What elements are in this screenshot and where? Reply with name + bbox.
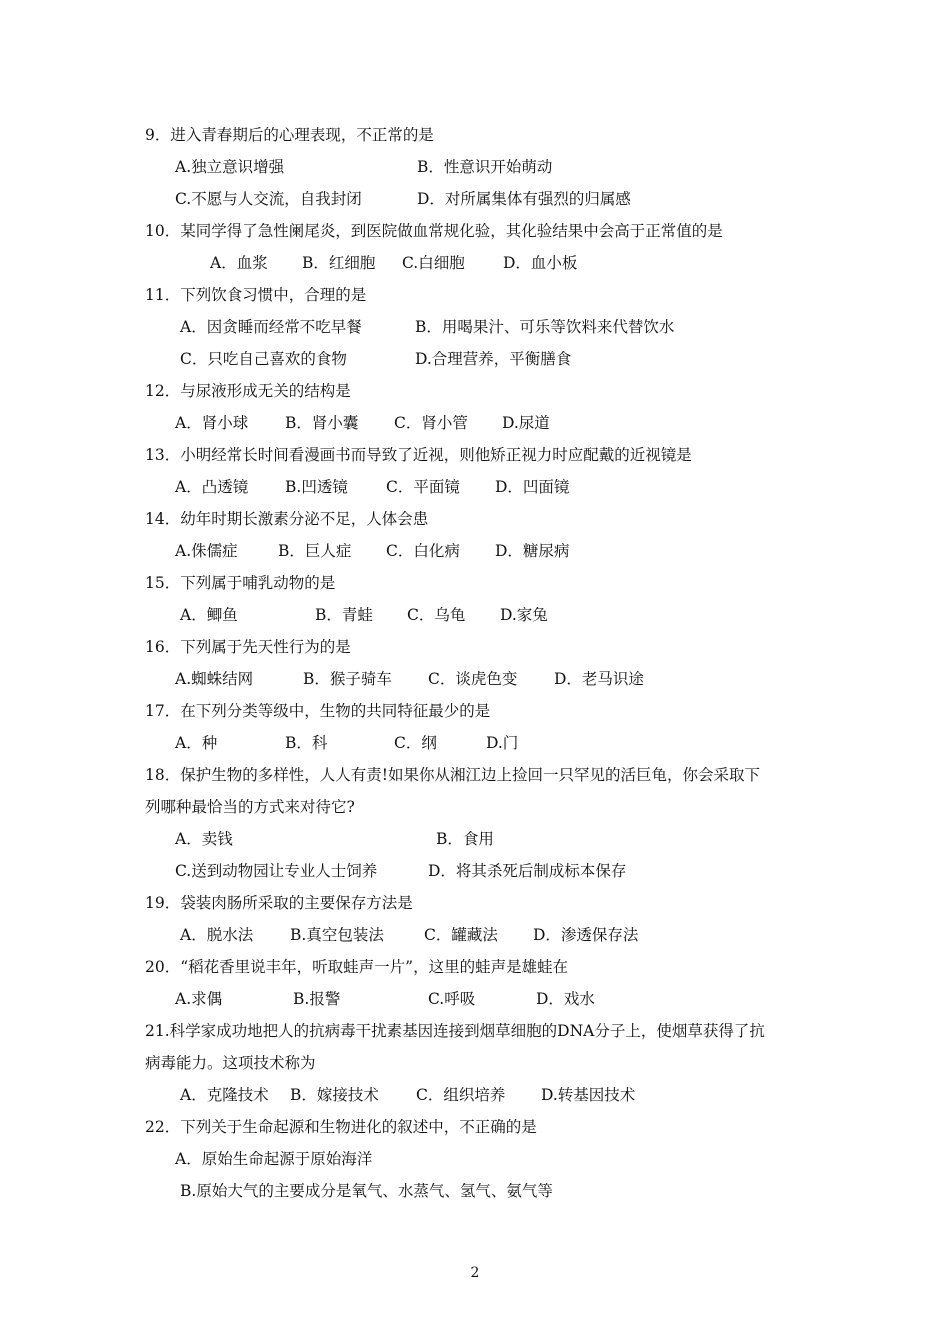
- option: A．克隆技术: [180, 1086, 269, 1104]
- option: A．因贪睡而经常不吃早餐: [180, 318, 362, 336]
- option: C．谈虎色变: [428, 670, 518, 688]
- option: C．白化病: [386, 542, 460, 560]
- option: D．将其杀死后制成标本保存: [428, 862, 627, 880]
- question-stem: 17．在下列分类等级中，生物的共同特征最少的是: [145, 702, 491, 720]
- option: C.呼吸: [428, 990, 476, 1008]
- option: A．种: [175, 734, 218, 752]
- option: D．老马识途: [554, 670, 644, 688]
- question-stem-continued: 列哪种最恰当的方式来对待它?: [145, 798, 355, 816]
- option: B．肾小囊: [285, 414, 359, 432]
- option: B．科: [285, 734, 328, 752]
- option: A．肾小球: [175, 414, 249, 432]
- option: C.不愿与人交流，自我封闭: [175, 190, 362, 208]
- option: C．只吃自己喜欢的食物: [180, 350, 347, 368]
- question-stem: 10．某同学得了急性阑尾炎，到医院做血常规化验，其化验结果中会高于正常值的是: [145, 222, 723, 240]
- option: A．血浆: [210, 254, 268, 272]
- option: B．性意识开始萌动: [417, 158, 553, 176]
- option: A．原始生命起源于原始海洋: [175, 1150, 373, 1168]
- question-stem: 13．小明经常长时间看漫画书而导致了近视，则他矫正视力时应配戴的近视镜是: [145, 446, 692, 464]
- option: D．对所属集体有强烈的归属感: [417, 190, 631, 208]
- option: D．戏水: [536, 990, 595, 1008]
- question-stem: 21.科学家成功地把人的抗病毒干扰素基因连接到烟草细胞的DNA分子上，使烟草获得了抗: [145, 1022, 765, 1040]
- option: B．巨人症: [278, 542, 352, 560]
- option: C．组织培养: [416, 1086, 506, 1104]
- option: D.门: [486, 734, 519, 752]
- option: B．红细胞: [302, 254, 376, 272]
- question-stem: 19．袋装肉肠所采取的主要保存方法是: [145, 894, 413, 912]
- option: A.蜘蛛结网: [175, 670, 254, 688]
- page-number: 2: [470, 1265, 480, 1281]
- question-stem: 15．下列属于哺乳动物的是: [145, 574, 336, 592]
- question-stem: 12．与尿液形成无关的结构是: [145, 382, 351, 400]
- option: D.尿道: [502, 414, 550, 432]
- question-stem: 16．下列属于先天性行为的是: [145, 638, 351, 656]
- option: D．糖尿病: [495, 542, 570, 560]
- option: B．食用: [436, 830, 494, 848]
- option: B.凹透镜: [285, 478, 348, 496]
- option: D.转基因技术: [541, 1086, 636, 1104]
- option: D．渗透保存法: [533, 926, 639, 944]
- option: C.白细胞: [402, 254, 465, 272]
- question-stem: 20．“稻花香里说丰年，听取蛙声一片”，这里的蛙声是雄蛙在: [145, 958, 569, 976]
- option: A.独立意识增强: [175, 158, 285, 176]
- option: A．脱水法: [180, 926, 254, 944]
- option: B.原始大气的主要成分是氧气、水蒸气、氢气、氨气等: [180, 1182, 553, 1200]
- option: A．鲫鱼: [180, 606, 238, 624]
- question-stem: 11．下列饮食习惯中，合理的是: [145, 286, 367, 304]
- option: D．血小板: [503, 254, 578, 272]
- option: C．平面镜: [386, 478, 460, 496]
- option: C．罐藏法: [424, 926, 498, 944]
- option: D.家兔: [500, 606, 548, 624]
- question-stem: 22．下列关于生命起源和生物进化的叙述中，不正确的是: [145, 1118, 537, 1136]
- option: A．卖钱: [175, 830, 233, 848]
- question-stem: 9．进入青春期后的心理表现，不正常的是: [145, 126, 434, 144]
- option: D.合理营养，平衡膳食: [415, 350, 572, 368]
- option: C.送到动物园让专业人士饲养: [175, 862, 378, 880]
- option: C．肾小管: [394, 414, 468, 432]
- option: B．青蛙: [315, 606, 373, 624]
- option: C．乌龟: [407, 606, 466, 624]
- option: B.报警: [293, 990, 341, 1008]
- option: A.求偶: [175, 990, 223, 1008]
- option: A.侏儒症: [175, 542, 238, 560]
- option: C．纲: [394, 734, 437, 752]
- question-stem: 14．幼年时期长激素分泌不足，人体会患: [145, 510, 429, 528]
- option: D．凹面镜: [495, 478, 570, 496]
- option: B．猴子骑车: [303, 670, 392, 688]
- question-stem: 18．保护生物的多样性，人人有责!如果你从湘江边上捡回一只罕见的活巨龟，你会采取下: [145, 766, 760, 784]
- option: B．用喝果汁、可乐等饮料来代替饮水: [415, 318, 675, 336]
- question-stem-continued: 病毒能力。这项技术称为: [145, 1054, 316, 1072]
- option: B．嫁接技术: [290, 1086, 379, 1104]
- option: A．凸透镜: [175, 478, 249, 496]
- option: B.真空包装法: [290, 926, 384, 944]
